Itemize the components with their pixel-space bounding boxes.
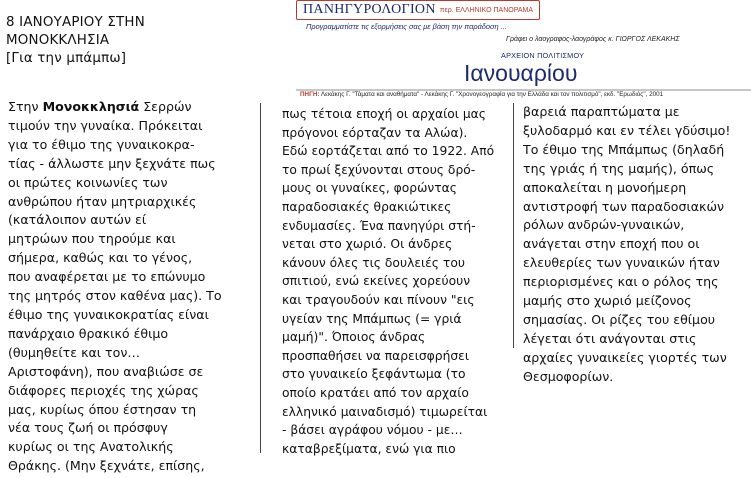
text-line: που αναφέρεται με το επώνυμο [8,269,206,285]
text-line: ρόλων ανδρών-γυναικών, [523,217,685,233]
village-name: Μονοκκλησιά [42,99,140,114]
banner-month: Ιανουαρίου [464,60,578,86]
text-line: για το έθιμο της γυναικοκρα- [8,136,195,152]
banner-archive: ΑΡΧΕΙΟΝ ΠΟΛΙΤΙΣΜΟΥ [501,51,585,60]
heading-line: 8 ΙΑΝΟΥΑΡΙΟΥ ΣΤΗΝ [6,15,145,30]
banner-source [300,91,663,98]
text-line: (κατάλοιπον αυτών εί [8,212,147,228]
banner-tagline: Προγραμματίστε τις εξορμήσεις σας με βάση την παράδοση ... [306,22,507,31]
text-line: μας, κυρίως όπου έστησαν τη [8,401,197,417]
column-divider [513,103,514,348]
column-1 [6,14,238,478]
text-line: κάνουν όλες τις δουλειές του [282,255,465,270]
text-line: καταβρεξίματα, ενώ για πιο [282,441,456,456]
text-line [8,98,222,117]
text-line: αποκαλείται η μονοήμερη [523,179,687,195]
column-2 [260,103,498,478]
text-line: ελευθερίες των γυναικών ήταν [523,255,720,271]
text-line: πανάρχαιο θρακικό έθιμο [8,325,169,341]
text-line: παραδοσιακές θρακιώτικες [282,199,452,214]
text-line: Εδώ εορτάζεται από το 1922. Από [282,144,495,159]
text-line: της μητρός στον καθένα μας). Το [8,288,222,304]
heading-line: [Για την μπάμπω] [6,51,127,66]
text-line: και τραγουδούν και πίνουν "εις [282,292,475,307]
text-line: σημασίας. Οι ρίζες του εθίμου [523,311,716,327]
column-2-text [282,105,494,458]
text-line: μαμή)". Όποιος άνδρας [282,330,426,345]
text-line: περιορισμένες και ο ρόλος της [523,274,719,290]
text-line: στο γυναικείο ξεφάντωμα (το [282,367,466,382]
text-line: Αριστοφάνη), που αναβιώσε σε [8,363,204,379]
text-line: Το έθιμο της Μπάμπως (δηλαδή [523,141,725,157]
text-line: αντιστροφή των παραδοσιακών [523,198,725,214]
banner-title-sub: περ. ΕΛΛΗΝΙΚΟ ΠΑΝΟΡΑΜΑ [439,6,534,14]
text-line: υγείαν της Μπάμπως (= γριά [282,311,462,326]
column-divider [260,103,261,453]
text-line: Θράκης. (Μην ξεχνάτε, επίσης, [8,458,205,474]
text-line: βαρειά παραπτώματα με [523,104,680,119]
banner-author: Γράφει ο λαογραφος-λαογράφος κ. ΓΙΩΡΓΟΣ ΛΕΚΑΚΗΣ [506,36,680,43]
column-3 [513,103,745,384]
text-line: ανθρώπου ήταν μητριαρχικές [8,193,197,209]
text-line: έθιμο της γυναικοκρατίας είναι [8,306,209,322]
text-line: - βάσει αγράφου νόμου - με… [282,423,463,438]
text-line: μητρώων που τηρούμε και [8,231,176,247]
text-line: το πρωί ξεχύνονται στους δρό- [282,162,476,177]
heading-line: ΜΟΝΟΚΚΛΗΣΙΑ [6,33,110,48]
text-line: ανάγεται στην εποχή που οι [523,236,700,252]
text-line: νεται στο χωριό. Οι άνδρες [282,237,453,252]
text-line: διάφορες περιοχές της χώρας [8,382,199,398]
text-line: σπιτιού, ενώ εκείνες χορεύουν [282,274,471,289]
column-1-text [8,98,222,476]
source-label: ΠΗΓΗ: [300,91,320,98]
text-line: κυρίως οι της Ανατολικής [8,439,174,455]
banner-title: ΠΑΝΗΓΥΡΟΛΟΓΙΟΝ [303,2,436,17]
text-fragment: Σερρών [139,99,192,114]
banner-title-box [296,0,540,20]
text-line: προσπαθήσει να παρεισφρήσει [282,348,469,363]
text-line: της γριάς ή της μαμής), όπως [523,160,715,176]
text-line: οποίο κρατάει από τον αρχαίο [282,385,469,400]
text-line: οι πρώτες κοινωνίες των [8,174,168,190]
text-line: τίας - άλλωστε μην ξεχνάτε πως [8,155,216,171]
text-line: αρχαίες γυναικείες γιορτές των [523,349,727,365]
panigyrologion-banner [296,0,751,100]
text-line: Θεσμοφορίων. [523,368,614,384]
text-line: ξυλοδαρμό και εν τέλει γδύσιμο! [523,122,731,138]
text-line: νέα τους ζωή οι πρόσφυγ [8,420,168,436]
column-3-text [523,103,730,387]
text-line: μαμής στο χωριό μείζονος [523,293,692,309]
text-line: λέγεται ότι ανάγονται στις [523,330,697,346]
text-fragment: Στην [8,99,43,114]
text-line: ενδυμασίες. Ένα πανηγύρι στή- [282,218,476,233]
text-line: ελληνικό μαιναδισμό) τιμωρείται [282,404,488,419]
text-line: σήμερα, καθώς και το γένος, [8,250,193,266]
text-line: τιμούν την γυναίκα. Πρόκειται [8,117,203,133]
text-line: πως τέτοια εποχή οι αρχαίοι μας [282,107,486,121]
source-text: Λεκάκης Γ. "Τάματα και αναθήματα" - Λεκάκης Γ. "Χρονογεογραφία για την Ελλάδα και τον πολιτισμό", εκδ. "Ερωδιός", 2001 [319,91,664,98]
article-heading [6,14,238,68]
text-line: (θυμηθείτε και τον… [8,344,140,360]
text-line: μους οι γυναίκες, φορώντας [282,181,457,196]
text-line: πρόγονοι εόρταζαν τα Αλώα). [282,125,468,140]
